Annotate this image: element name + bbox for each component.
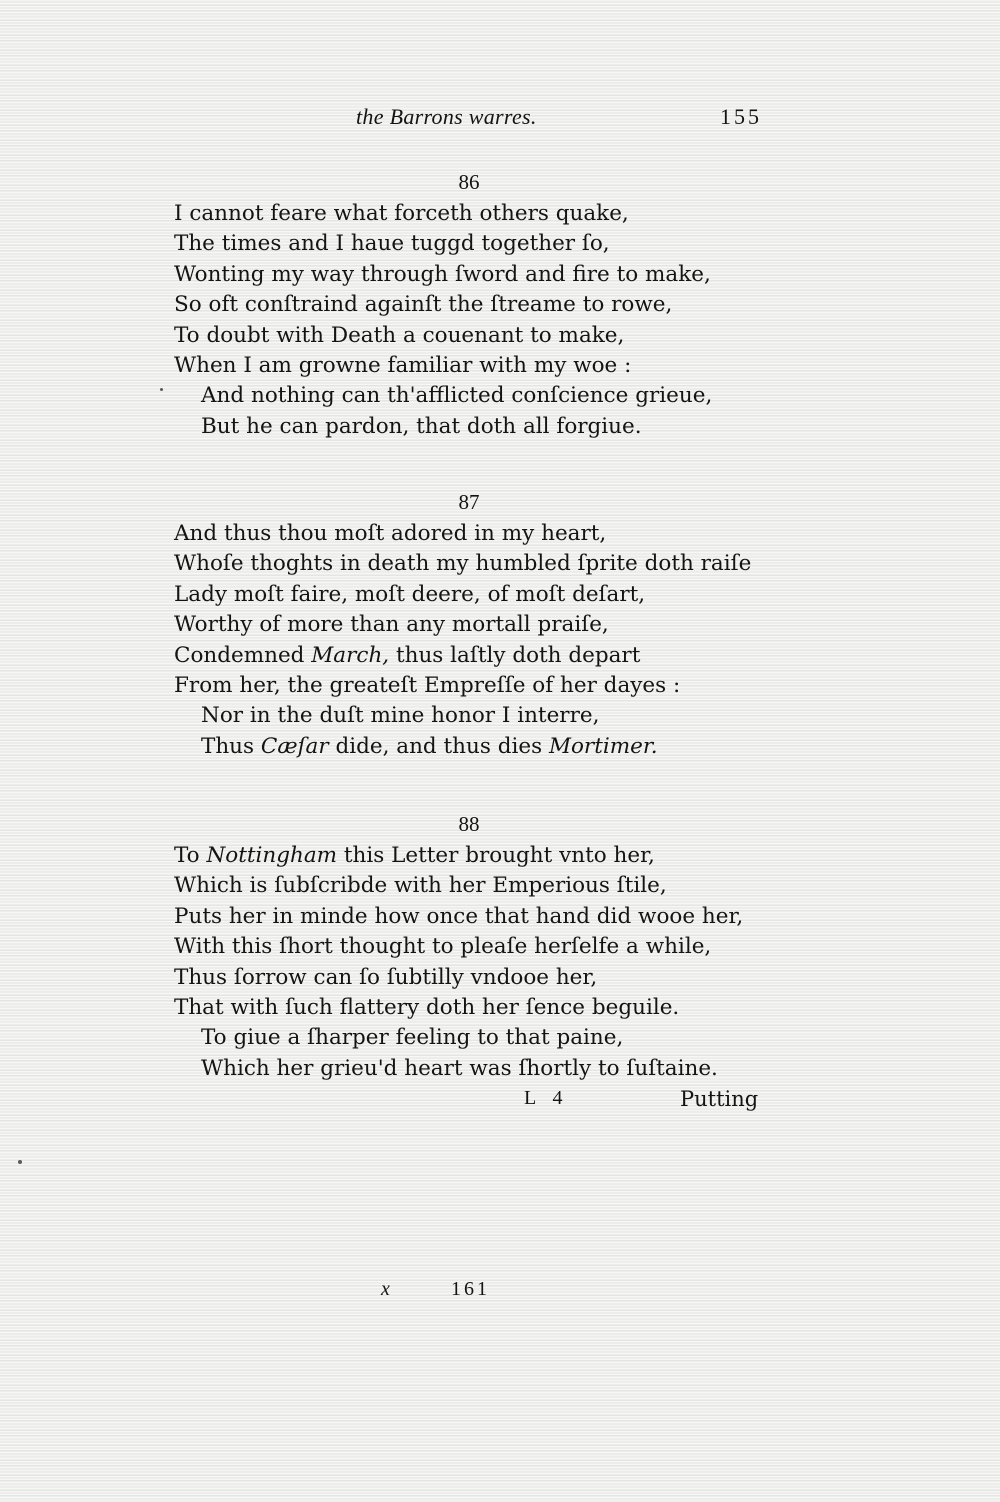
line-text: Condemned [174, 642, 312, 668]
verse-line: Thus ſorrow can ſo ſubtilly vndooe her, [174, 964, 598, 990]
verse-line: With this ſhort thought to pleaſe herſelfe a while, [174, 934, 712, 960]
verse-line: Lady moſt faire, moſt deere, of moſt deſart, [174, 581, 646, 607]
verse-line: And nothing can th'afflicted conſcience grieue, [201, 383, 713, 409]
verse-line: Which is ſubſcribde with her Emperious ſtile, [174, 873, 667, 899]
verse-line: The times and I haue tuggd together ſo, [174, 231, 610, 257]
verse-line: Whoſe thoghts in death my humbled ſprite doth raiſe [174, 551, 752, 577]
stanza-number: 88 [458, 812, 480, 836]
verse-line: So oft conſtraind againſt the ſtreame to rowe, [174, 292, 673, 318]
verse-line: To giue a ſharper feeling to that paine, [201, 1025, 624, 1051]
verse-line: But he can pardon, that doth all forgiue. [201, 413, 642, 439]
verse-line: From her, the greateſt Empreſſe of her dayes : [174, 673, 681, 699]
stanza-number: 86 [458, 170, 480, 194]
verse-line: That with ſuch flattery doth her ſence beguile. [174, 995, 680, 1021]
line-text: thus laſtly doth depart [389, 642, 641, 668]
verse-line: Wonting my way through ſword and fire to make, [174, 261, 711, 287]
verse-line: Nor in the duſt mine honor I interre, [201, 703, 600, 729]
verse-line [174, 641, 794, 671]
italic-name: Mortimer. [548, 733, 658, 759]
stanza-number: 87 [458, 490, 480, 514]
stanza-88 [174, 812, 794, 1084]
verse-line: When I am growne familiar with my woe : [174, 353, 632, 379]
stanza-86 [174, 170, 794, 442]
line-text: dide, and thus dies [328, 733, 549, 759]
verse-line: Worthy of more than any mortall praiſe, [174, 612, 609, 638]
paper-speck [18, 1160, 22, 1164]
footer-mark: x [381, 1278, 390, 1300]
verse-line: To doubt with Death a couenant to make, [174, 322, 625, 348]
verse-line: And thus thou moſt adored in my heart, [174, 521, 607, 546]
line-text: Thus [201, 733, 261, 759]
italic-name: Cæſar [260, 733, 329, 759]
italic-name: March, [311, 642, 390, 668]
folio-number: 161 [451, 1278, 490, 1300]
verse-line: Puts her in minde how once that hand did wooe her, [174, 903, 744, 929]
verse-line [174, 841, 794, 871]
line-text: To [174, 843, 207, 868]
verse-line [174, 732, 794, 762]
verse-line: I cannot feare what forceth others quake, [174, 201, 629, 226]
paper-speck [160, 388, 163, 391]
stanza-87 [174, 490, 794, 762]
catchword: Putting [680, 1087, 759, 1111]
verse-line: Which her grieu'd heart was ſhortly to ſuſtaine. [201, 1055, 718, 1081]
signature-mark: L 4 [524, 1087, 569, 1109]
running-head: the Barrons warres. [356, 104, 537, 129]
line-text: this Letter brought vnto her, [337, 843, 655, 868]
page-number: 155 [720, 104, 762, 129]
italic-name: Nottingham [206, 843, 338, 868]
